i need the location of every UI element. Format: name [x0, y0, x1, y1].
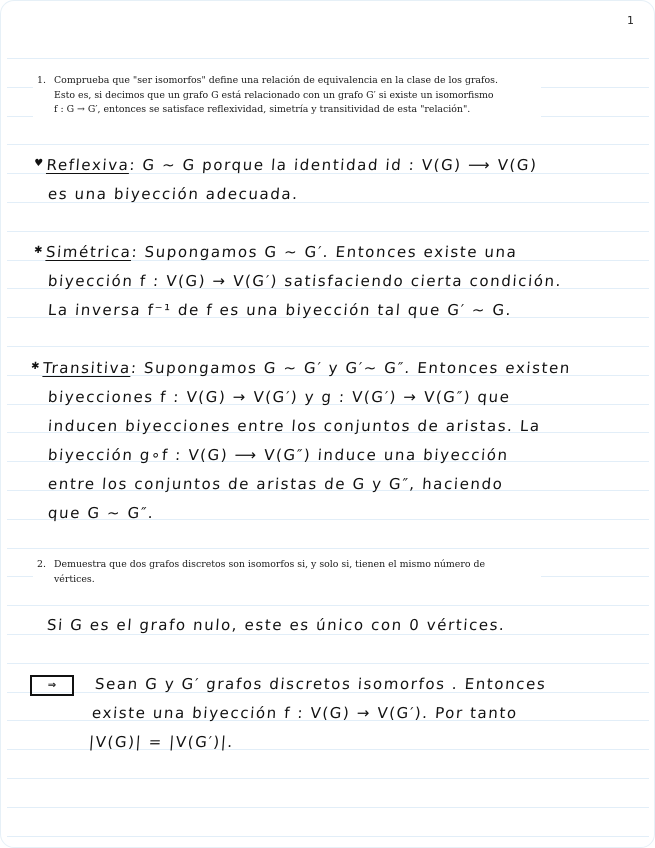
- ruled-line: [7, 144, 649, 145]
- answer-2-line-1: Si G es el grafo nulo, este es único con 0 vértices.: [46, 616, 507, 634]
- transitiva-line-6: que G ~ G″.: [47, 504, 155, 522]
- problem-1-statement: [33, 72, 541, 120]
- asterisk-bullet-icon: ✱: [33, 245, 45, 256]
- forward-line-2: existe una biyección f : V(G) → V(G′). Por tanto: [91, 704, 519, 722]
- transitiva-line-5: entre los conjuntos de aristas de G y G″, haciendo: [47, 475, 505, 493]
- ruled-line: [7, 548, 649, 549]
- forward-implication-box: ⇒: [30, 675, 74, 696]
- page-number: 1: [627, 14, 634, 27]
- statement-line: Demuestra que dos grafos discretos son isomorfos si, y solo si, tienen el mismo número de: [54, 559, 486, 570]
- handwritten-text: : Supongamos G ~ G′ y G′~ G″. Entonces existen: [130, 359, 572, 377]
- problem-number: 2.: [37, 559, 46, 570]
- forward-line-3: |V(G)| = |V(G′)|.: [88, 733, 235, 751]
- ruled-line: [7, 836, 649, 837]
- handwritten-text: : G ~ G porque la identidad id : V(G) ⟶ V(G): [128, 156, 539, 174]
- ruled-line: [7, 605, 649, 606]
- simetrica-label: Simétrica: [45, 243, 133, 261]
- ruled-line: [7, 231, 649, 232]
- forward-line-1: Sean G y G′ grafos discretos isomorfos . Entonces: [94, 675, 548, 693]
- handwritten-text: : Supongamos G ~ G′. Entonces existe una: [130, 243, 519, 261]
- transitiva-line-2: biyecciones f : V(G) → V(G′) y g : V(G′) → V(G″) que: [47, 388, 512, 406]
- transitiva-label: Transitiva: [42, 359, 132, 377]
- transitiva-line-4: biyección g∘f : V(G) ⟶ V(G″) induce una biyección: [47, 446, 510, 464]
- statement-line: vértices.: [54, 573, 95, 585]
- reflexiva-line-2: es una biyección adecuada.: [47, 185, 300, 203]
- ruled-line: [7, 58, 649, 59]
- simetrica-line-3: La inversa f⁻¹ de f es una biyección tal que G′ ~ G.: [47, 301, 513, 319]
- simetrica-line-2: biyección f : V(G) → V(G′) satisfaciendo cierta condición.: [47, 272, 563, 290]
- statement-line: Esto es, si decimos que un grafo G está relacionado con un grafo G′ si existe un isomorfismo: [54, 89, 494, 101]
- ruled-line: [7, 778, 649, 779]
- ruled-line: [7, 634, 649, 635]
- ruled-line: [7, 807, 649, 808]
- simetrica-line-1: [33, 243, 518, 261]
- asterisk-bullet-icon: ✱: [30, 361, 42, 372]
- ruled-line: [7, 663, 649, 664]
- statement-line: Comprueba que "ser isomorfos" define una relación de equivalencia en la clase de los grafos.: [54, 75, 498, 86]
- problem-2-statement: [33, 556, 541, 589]
- transitiva-line-3: inducen biyecciones entre los conjuntos de aristas. La: [47, 417, 542, 435]
- ruled-line: [7, 346, 649, 347]
- transitiva-line-1: [30, 359, 571, 377]
- statement-line: f : G → G′, entonces se satisface reflexividad, simetría y transitividad de esta "relación".: [54, 104, 471, 115]
- reflexiva-label: Reflexiva: [45, 156, 131, 174]
- reflexiva-line-1: [33, 156, 538, 174]
- problem-number: 1.: [37, 75, 46, 86]
- heart-bullet-icon: ♥: [33, 158, 46, 169]
